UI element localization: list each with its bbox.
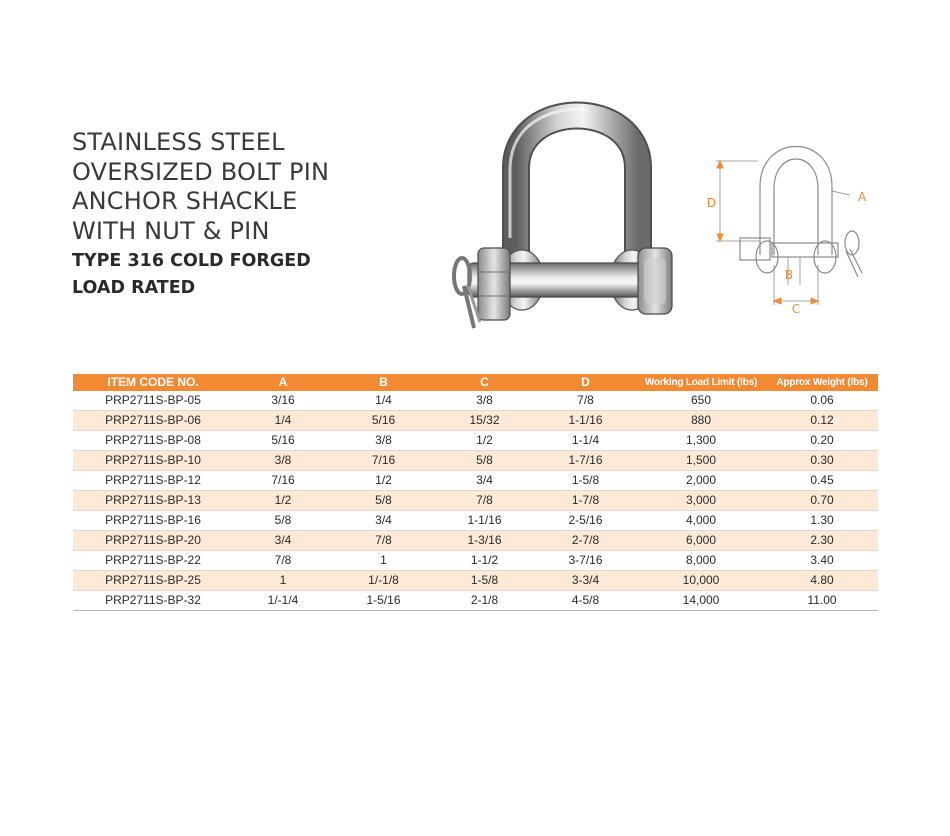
cell-c: 5/8 bbox=[434, 451, 535, 471]
cell-approx-weight: 0.12 bbox=[766, 411, 878, 431]
cell-approx-weight: 0.30 bbox=[766, 451, 878, 471]
header-c: C bbox=[434, 374, 535, 391]
cell-a: 3/8 bbox=[233, 451, 333, 471]
table-row bbox=[73, 451, 878, 471]
cell-d: 2-5/16 bbox=[535, 511, 636, 531]
diagram-label-a: A bbox=[858, 190, 867, 204]
cell-c: 1-1/16 bbox=[434, 511, 535, 531]
cell-d: 1-1/4 bbox=[535, 431, 636, 451]
cell-item-code: PRP2711S-BP-13 bbox=[73, 491, 233, 511]
cell-d: 1-1/16 bbox=[535, 411, 636, 431]
cell-working-load-limit: 4,000 bbox=[636, 511, 766, 531]
table-row bbox=[73, 491, 878, 511]
cell-item-code: PRP2711S-BP-12 bbox=[73, 471, 233, 491]
header-a: A bbox=[233, 374, 333, 391]
header-item-code: ITEM CODE NO. bbox=[73, 374, 233, 391]
cell-item-code: PRP2711S-BP-05 bbox=[73, 391, 233, 411]
spec-table-header-row bbox=[73, 374, 878, 391]
cell-b: 1/2 bbox=[333, 471, 434, 491]
cell-b: 7/8 bbox=[333, 531, 434, 551]
cell-working-load-limit: 8,000 bbox=[636, 551, 766, 571]
cell-b: 1/-1/8 bbox=[333, 571, 434, 591]
cell-a: 7/16 bbox=[233, 471, 333, 491]
product-subtitle-line-2: LOAD RATED bbox=[72, 278, 196, 298]
table-row bbox=[73, 531, 878, 551]
product-title-block bbox=[72, 128, 372, 302]
table-row bbox=[73, 571, 878, 591]
header-b: B bbox=[333, 374, 434, 391]
cell-a: 5/8 bbox=[233, 511, 333, 531]
spec-table bbox=[73, 374, 878, 611]
cell-b: 5/16 bbox=[333, 411, 434, 431]
dimension-diagram bbox=[700, 135, 880, 315]
product-title-line-3: ANCHOR SHACKLE bbox=[72, 187, 298, 215]
table-row bbox=[73, 411, 878, 431]
cell-b: 1-5/16 bbox=[333, 591, 434, 611]
cell-working-load-limit: 2,000 bbox=[636, 471, 766, 491]
cell-approx-weight: 4.80 bbox=[766, 571, 878, 591]
cell-a: 3/16 bbox=[233, 391, 333, 411]
diagram-label-b: B bbox=[784, 268, 794, 282]
cell-item-code: PRP2711S-BP-16 bbox=[73, 511, 233, 531]
cell-working-load-limit: 650 bbox=[636, 391, 766, 411]
cell-b: 5/8 bbox=[333, 491, 434, 511]
cell-a: 3/4 bbox=[233, 531, 333, 551]
cell-approx-weight: 1.30 bbox=[766, 511, 878, 531]
cell-b: 1 bbox=[333, 551, 434, 571]
table-row bbox=[73, 511, 878, 531]
header-approx-weight: Approx Weight (lbs) bbox=[766, 374, 878, 391]
cell-d: 1-7/16 bbox=[535, 451, 636, 471]
cell-a: 7/8 bbox=[233, 551, 333, 571]
cell-item-code: PRP2711S-BP-06 bbox=[73, 411, 233, 431]
cell-d: 7/8 bbox=[535, 391, 636, 411]
cell-working-load-limit: 1,500 bbox=[636, 451, 766, 471]
product-title-line-2: OVERSIZED BOLT PIN bbox=[72, 157, 330, 186]
cell-item-code: PRP2711S-BP-10 bbox=[73, 451, 233, 471]
cell-c: 3/8 bbox=[434, 391, 535, 411]
cell-c: 1-3/16 bbox=[434, 531, 535, 551]
cell-working-load-limit: 1,300 bbox=[636, 431, 766, 451]
header-working-load-limit: Working Load Limit (lbs) bbox=[636, 374, 766, 391]
diagram-label-c: C bbox=[791, 302, 801, 315]
cell-approx-weight: 11.00 bbox=[766, 591, 878, 611]
cell-approx-weight: 0.45 bbox=[766, 471, 878, 491]
cell-c: 1-1/2 bbox=[434, 551, 535, 571]
table-row bbox=[73, 391, 878, 411]
cell-item-code: PRP2711S-BP-32 bbox=[73, 591, 233, 611]
cell-b: 3/4 bbox=[333, 511, 434, 531]
cell-c: 1/2 bbox=[434, 431, 535, 451]
cell-a: 5/16 bbox=[233, 431, 333, 451]
cell-c: 7/8 bbox=[434, 491, 535, 511]
cell-working-load-limit: 3,000 bbox=[636, 491, 766, 511]
cell-c: 2-1/8 bbox=[434, 591, 535, 611]
cell-item-code: PRP2711S-BP-08 bbox=[73, 431, 233, 451]
product-title-line-4: WITH NUT & PIN bbox=[72, 216, 270, 245]
header-d: D bbox=[535, 374, 636, 391]
cell-d: 3-3/4 bbox=[535, 571, 636, 591]
cell-working-load-limit: 6,000 bbox=[636, 531, 766, 551]
cell-item-code: PRP2711S-BP-20 bbox=[73, 531, 233, 551]
cell-approx-weight: 3.40 bbox=[766, 551, 878, 571]
diagram-label-d: D bbox=[706, 196, 716, 210]
cell-item-code: PRP2711S-BP-22 bbox=[73, 551, 233, 571]
cell-a: 1/4 bbox=[233, 411, 333, 431]
cell-working-load-limit: 880 bbox=[636, 411, 766, 431]
cell-a: 1/-1/4 bbox=[233, 591, 333, 611]
cell-b: 3/8 bbox=[333, 431, 434, 451]
table-row bbox=[73, 591, 878, 611]
cell-d: 4-5/8 bbox=[535, 591, 636, 611]
cell-approx-weight: 0.06 bbox=[766, 391, 878, 411]
product-title-line-1: STAINLESS STEEL bbox=[72, 128, 285, 156]
cell-a: 1/2 bbox=[233, 491, 333, 511]
product-subtitle-line-1: TYPE 316 COLD FORGED bbox=[72, 251, 311, 271]
cell-d: 1-5/8 bbox=[535, 471, 636, 491]
cell-item-code: PRP2711S-BP-25 bbox=[73, 571, 233, 591]
cell-a: 1 bbox=[233, 571, 333, 591]
cell-approx-weight: 2.30 bbox=[766, 531, 878, 551]
cell-b: 1/4 bbox=[333, 391, 434, 411]
cell-approx-weight: 0.20 bbox=[766, 431, 878, 451]
cell-c: 15/32 bbox=[434, 411, 535, 431]
cell-d: 3-7/16 bbox=[535, 551, 636, 571]
shackle-photo bbox=[438, 88, 680, 340]
cell-c: 3/4 bbox=[434, 471, 535, 491]
table-row bbox=[73, 471, 878, 491]
cell-c: 1-5/8 bbox=[434, 571, 535, 591]
cell-approx-weight: 0.70 bbox=[766, 491, 878, 511]
cell-working-load-limit: 10,000 bbox=[636, 571, 766, 591]
cell-working-load-limit: 14,000 bbox=[636, 591, 766, 611]
cell-d: 1-7/8 bbox=[535, 491, 636, 511]
table-row bbox=[73, 431, 878, 451]
cell-d: 2-7/8 bbox=[535, 531, 636, 551]
cell-b: 7/16 bbox=[333, 451, 434, 471]
table-row bbox=[73, 551, 878, 571]
